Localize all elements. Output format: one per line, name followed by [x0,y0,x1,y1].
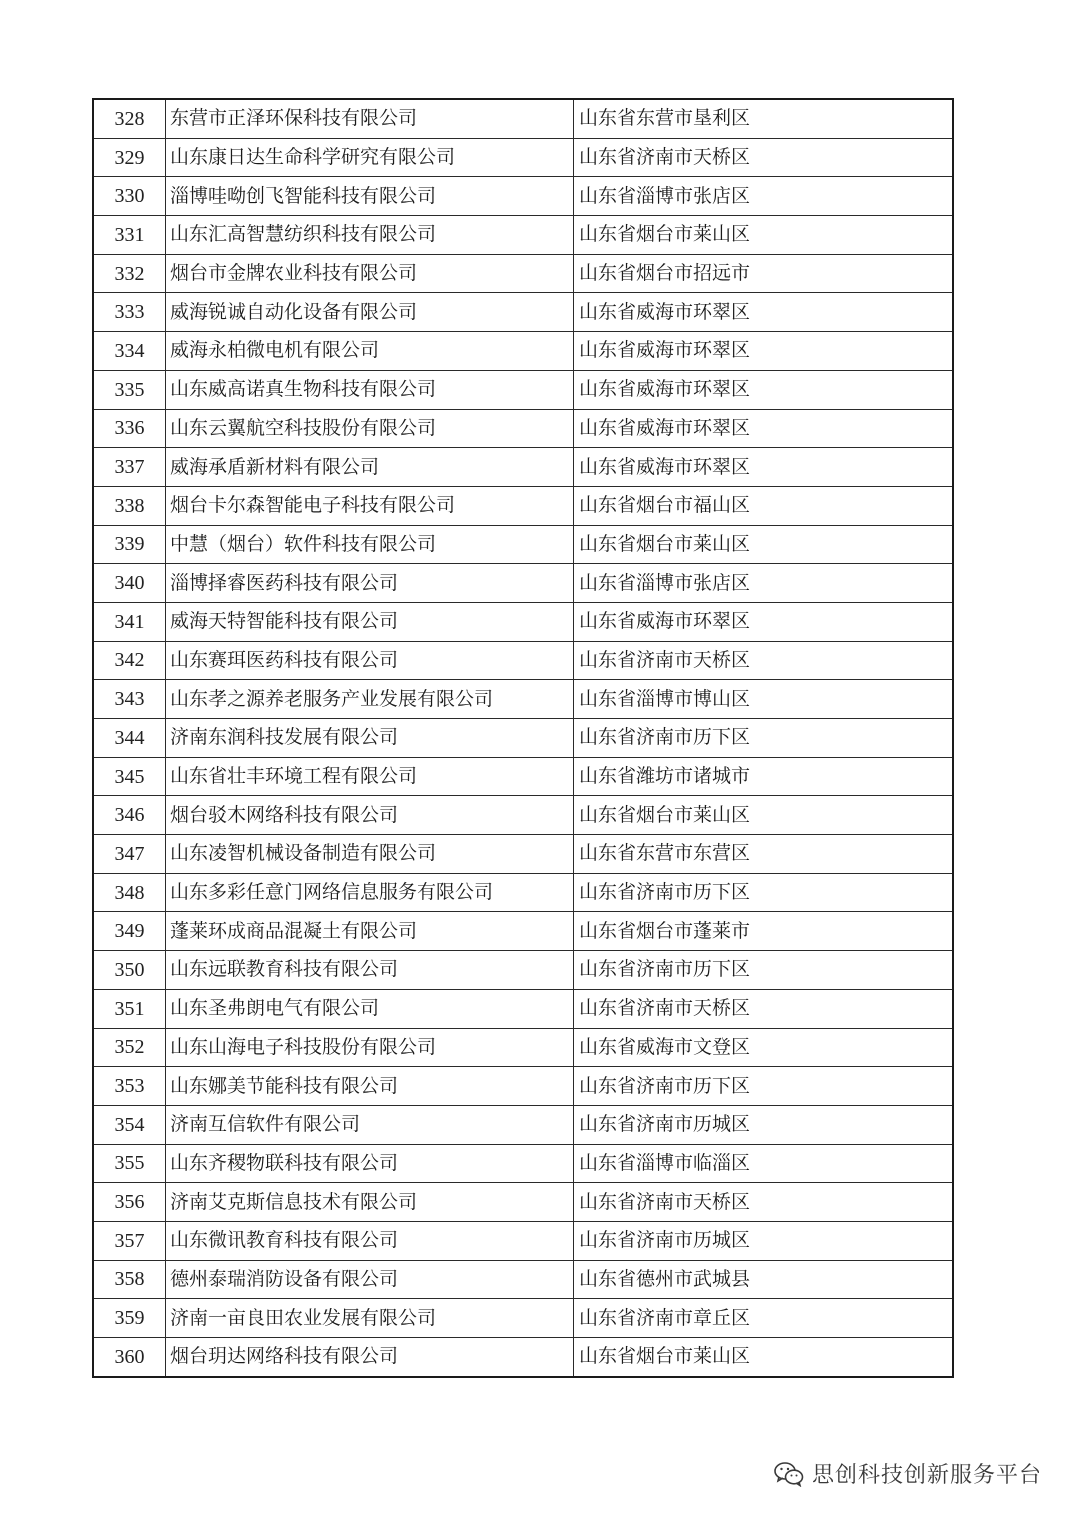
row-number: 356 [93,1183,166,1222]
row-number: 334 [93,332,166,371]
company-name: 德州泰瑞消防设备有限公司 [166,1260,574,1299]
company-location: 山东省济南市历下区 [574,873,954,912]
company-location: 山东省威海市环翠区 [574,448,954,487]
table-row [93,370,953,409]
row-number: 357 [93,1221,166,1260]
table-row [93,1028,953,1067]
row-number: 352 [93,1028,166,1067]
table-row [93,1221,953,1260]
company-location: 山东省烟台市莱山区 [574,525,954,564]
company-location: 山东省威海市环翠区 [574,332,954,371]
company-name: 烟台驳木网络科技有限公司 [166,796,574,835]
company-location: 山东省潍坊市诸城市 [574,757,954,796]
table-row [93,177,953,216]
table-row [93,1183,953,1222]
table-row [93,564,953,603]
row-number: 346 [93,796,166,835]
company-name: 山东圣弗朗电气有限公司 [166,989,574,1028]
row-number: 332 [93,254,166,293]
company-name: 威海锐诚自动化设备有限公司 [166,293,574,332]
company-name: 淄博哇呦创飞智能科技有限公司 [166,177,574,216]
company-name: 山东多彩任意门网络信息服务有限公司 [166,873,574,912]
company-name: 山东康日达生命科学研究有限公司 [166,138,574,177]
company-location: 山东省济南市天桥区 [574,989,954,1028]
company-name: 山东汇高智慧纺织科技有限公司 [166,216,574,255]
row-number: 351 [93,989,166,1028]
table-row [93,293,953,332]
company-location: 山东省东营市东营区 [574,835,954,874]
row-number: 343 [93,680,166,719]
table-row [93,138,953,177]
table-row [93,796,953,835]
company-name: 山东凌智机械设备制造有限公司 [166,835,574,874]
company-location: 山东省济南市历下区 [574,719,954,758]
row-number: 355 [93,1144,166,1183]
company-location: 山东省淄博市临淄区 [574,1144,954,1183]
company-location: 山东省淄博市张店区 [574,564,954,603]
table-row [93,1299,953,1338]
company-table-body [93,99,953,1377]
row-number: 328 [93,99,166,138]
table-row [93,680,953,719]
company-location: 山东省烟台市莱山区 [574,796,954,835]
company-location: 山东省烟台市福山区 [574,486,954,525]
company-location: 山东省济南市历城区 [574,1221,954,1260]
row-number: 338 [93,486,166,525]
table-row [93,254,953,293]
company-location: 山东省威海市环翠区 [574,370,954,409]
table-row [93,332,953,371]
row-number: 344 [93,719,166,758]
company-location: 山东省济南市天桥区 [574,138,954,177]
row-number: 336 [93,409,166,448]
row-number: 358 [93,1260,166,1299]
company-location: 山东省济南市章丘区 [574,1299,954,1338]
company-location: 山东省济南市天桥区 [574,641,954,680]
company-name: 威海永柏微电机有限公司 [166,332,574,371]
company-location: 山东省威海市环翠区 [574,602,954,641]
company-location: 山东省淄博市张店区 [574,177,954,216]
row-number: 359 [93,1299,166,1338]
table-row [93,757,953,796]
company-location: 山东省烟台市招远市 [574,254,954,293]
company-name: 山东省壮丰环境工程有限公司 [166,757,574,796]
watermark [774,1458,1042,1489]
company-location: 山东省威海市文登区 [574,1028,954,1067]
company-name: 淄博择睿医药科技有限公司 [166,564,574,603]
table-row [93,835,953,874]
company-name: 烟台玥达网络科技有限公司 [166,1338,574,1377]
company-name: 山东微讯教育科技有限公司 [166,1221,574,1260]
row-number: 350 [93,951,166,990]
row-number: 333 [93,293,166,332]
company-location: 山东省德州市武城县 [574,1260,954,1299]
row-number: 347 [93,835,166,874]
company-name: 蓬莱环成商品混凝土有限公司 [166,912,574,951]
company-location: 山东省威海市环翠区 [574,409,954,448]
table-row [93,912,953,951]
row-number: 339 [93,525,166,564]
table-row [93,448,953,487]
row-number: 354 [93,1105,166,1144]
company-location: 山东省烟台市蓬莱市 [574,912,954,951]
company-location: 山东省济南市历城区 [574,1105,954,1144]
table-row [93,1105,953,1144]
table-row [93,409,953,448]
row-number: 330 [93,177,166,216]
table-row [93,216,953,255]
company-location: 山东省烟台市莱山区 [574,216,954,255]
row-number: 353 [93,1067,166,1106]
company-name: 烟台卡尔森智能电子科技有限公司 [166,486,574,525]
table-row [93,719,953,758]
row-number: 342 [93,641,166,680]
company-location: 山东省济南市历下区 [574,1067,954,1106]
table-row [93,486,953,525]
table-row [93,525,953,564]
row-number: 329 [93,138,166,177]
company-name: 山东娜美节能科技有限公司 [166,1067,574,1106]
company-name: 威海承盾新材料有限公司 [166,448,574,487]
company-name: 山东威高诺真生物科技有限公司 [166,370,574,409]
table-row [93,989,953,1028]
company-name: 威海天特智能科技有限公司 [166,602,574,641]
company-table [92,98,954,1378]
table-row [93,1144,953,1183]
table-row [93,873,953,912]
company-name: 济南一亩良田农业发展有限公司 [166,1299,574,1338]
company-location: 山东省济南市天桥区 [574,1183,954,1222]
wechat-icon [774,1461,804,1487]
company-location: 山东省淄博市博山区 [574,680,954,719]
company-name: 中慧（烟台）软件科技有限公司 [166,525,574,564]
row-number: 360 [93,1338,166,1377]
row-number: 349 [93,912,166,951]
watermark-text: 思创科技创新服务平台 [811,1463,1042,1488]
table-row [93,99,953,138]
company-location: 山东省烟台市莱山区 [574,1338,954,1377]
table-row [93,1067,953,1106]
company-name: 烟台市金牌农业科技有限公司 [166,254,574,293]
company-location: 山东省东营市垦利区 [574,99,954,138]
row-number: 331 [93,216,166,255]
company-name: 山东赛珥医药科技有限公司 [166,641,574,680]
row-number: 341 [93,602,166,641]
row-number: 340 [93,564,166,603]
table-row [93,641,953,680]
company-name: 山东远联教育科技有限公司 [166,951,574,990]
company-name: 山东云翼航空科技股份有限公司 [166,409,574,448]
company-location: 山东省济南市历下区 [574,951,954,990]
row-number: 335 [93,370,166,409]
row-number: 337 [93,448,166,487]
table-row [93,951,953,990]
table-row [93,602,953,641]
company-name: 济南互信软件有限公司 [166,1105,574,1144]
company-name: 山东山海电子科技股份有限公司 [166,1028,574,1067]
row-number: 348 [93,873,166,912]
company-name: 济南东润科技发展有限公司 [166,719,574,758]
company-name: 山东孝之源养老服务产业发展有限公司 [166,680,574,719]
company-name: 济南艾克斯信息技术有限公司 [166,1183,574,1222]
company-name: 山东齐稷物联科技有限公司 [166,1144,574,1183]
row-number: 345 [93,757,166,796]
table-row [93,1338,953,1377]
table-row [93,1260,953,1299]
company-location: 山东省威海市环翠区 [574,293,954,332]
company-name: 东营市正泽环保科技有限公司 [166,99,574,138]
